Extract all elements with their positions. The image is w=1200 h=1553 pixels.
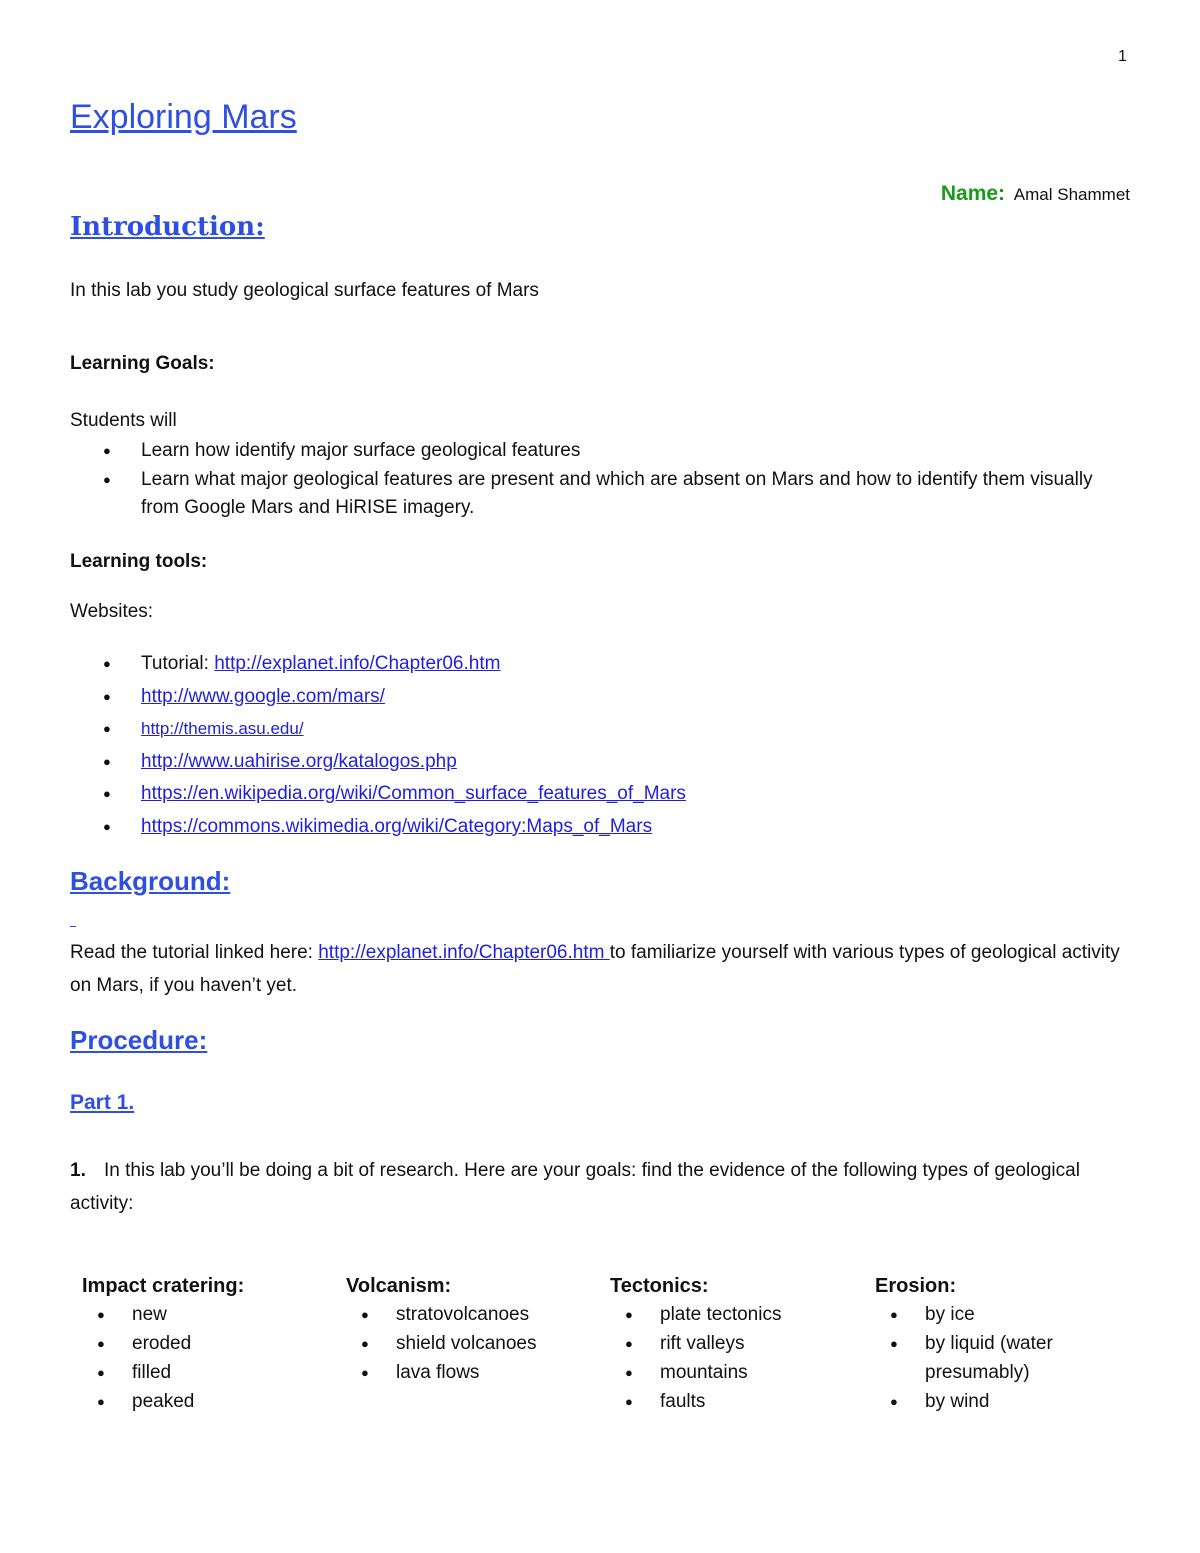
step-number: 1. (70, 1160, 86, 1181)
introduction-text: In this lab you study geological surface features of Mars (70, 280, 539, 301)
introduction-heading: Introduction: (70, 212, 265, 242)
websites-list (70, 648, 1130, 843)
name-label: Name: (940, 182, 1006, 205)
column-title: Erosion: (875, 1275, 957, 1297)
activity-column-impact (70, 1272, 315, 1416)
tutorial-link[interactable]: http://explanet.info/Chapter06.htm (214, 653, 501, 674)
list-item: ● Learn what major geological features are present and which are absent on Mars and how to identify them visually from Google Mars and HiRISE imagery. (70, 466, 1130, 523)
list-item (70, 778, 1130, 811)
list-item: ● faults (598, 1387, 843, 1416)
tutorial-prefix: Tutorial: (141, 653, 209, 674)
list-item: ● filled (70, 1358, 315, 1387)
background-text-after: to familiarize yourself with various types of geological activity on Mars, if you haven’t yet. (70, 942, 1120, 996)
learning-goals-intro: Students will (70, 410, 177, 431)
google-mars-link[interactable]: http://www.google.com/mars/ (141, 685, 385, 707)
list-item: ● Learn how identify major surface geological features (70, 437, 1130, 466)
list-item: ● peaked (70, 1387, 315, 1416)
learning-goals-heading: Learning Goals: (70, 353, 215, 374)
step-text: In this lab you’ll be doing a bit of research. Here are your goals: find the evidence of the following types of geological activity: (70, 1160, 1080, 1214)
list-item: ● shield volcanoes (334, 1329, 579, 1358)
list-item: ● lava flows (334, 1358, 579, 1387)
column-title: Tectonics: (610, 1275, 709, 1297)
list-item: ● plate tectonics (598, 1300, 843, 1329)
hirise-link[interactable]: http://www.uahirise.org/katalogos.php (141, 750, 457, 772)
procedure-step (70, 1154, 1140, 1220)
list-item (70, 746, 1130, 779)
activity-column-tectonics (598, 1272, 843, 1416)
procedure-heading: Procedure: (70, 1025, 208, 1055)
list-item: ● rift valleys (598, 1329, 843, 1358)
wikipedia-link[interactable]: https://en.wikipedia.org/wiki/Common_surface_features_of_Mars (141, 783, 686, 804)
list-item (70, 648, 1130, 681)
list-item (70, 811, 1130, 844)
list-item: ● eroded (70, 1329, 315, 1358)
list-item: ● by wind (863, 1387, 1093, 1416)
websites-label: Websites: (70, 601, 154, 622)
list-item (70, 713, 1130, 746)
background-text (70, 936, 1140, 1002)
column-title: Impact cratering: (82, 1275, 245, 1297)
activity-column-erosion (863, 1272, 1093, 1416)
activity-column-volcanism (334, 1272, 579, 1387)
background-heading: Background: (70, 866, 231, 896)
wikimedia-link[interactable]: https://commons.wikimedia.org/wiki/Category:Maps_of_Mars (141, 815, 653, 837)
themis-link[interactable]: http://themis.asu.edu/ (141, 719, 304, 738)
background-text-before: Read the tutorial linked here: (70, 942, 319, 963)
empty-underline (70, 926, 76, 927)
name-value: Amal Shammet (1013, 185, 1130, 204)
list-item (70, 681, 1130, 714)
document-title: Exploring Mars (70, 98, 297, 136)
learning-tools-heading: Learning tools: (70, 551, 208, 572)
background-tutorial-link[interactable]: http://explanet.info/Chapter06.htm (318, 942, 610, 963)
list-item: ● new (70, 1300, 315, 1329)
page-number: 1 (1118, 48, 1127, 65)
learning-goals-list (70, 437, 1130, 523)
student-name (941, 182, 1130, 206)
list-item: ● by ice (863, 1300, 1093, 1329)
list-item: ● stratovolcanoes (334, 1300, 579, 1329)
list-item: ● by liquid (water presumably) (863, 1329, 1093, 1387)
part-heading: Part 1. (70, 1091, 135, 1114)
list-item: ● mountains (598, 1358, 843, 1387)
column-title: Volcanism: (346, 1275, 452, 1297)
